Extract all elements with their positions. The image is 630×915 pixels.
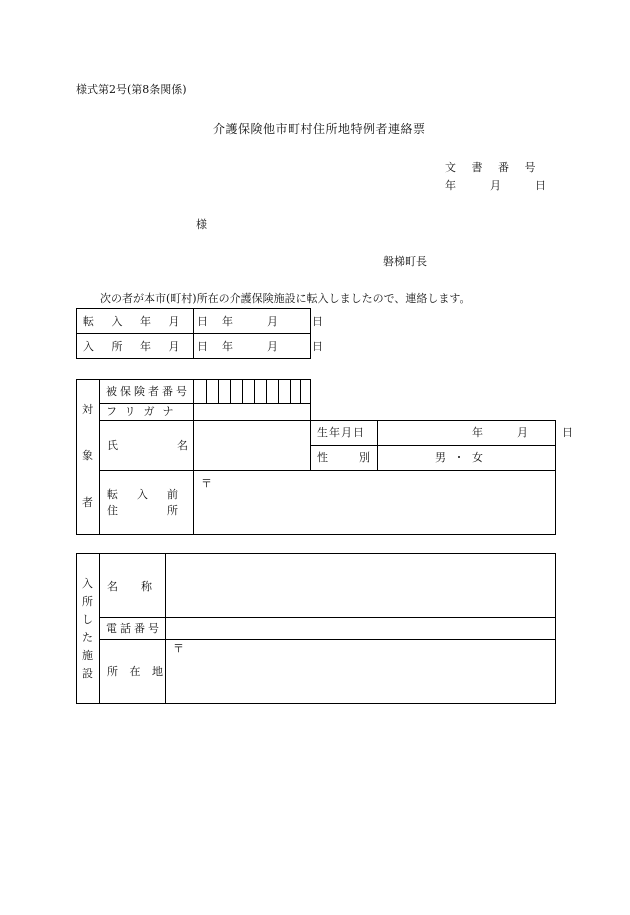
facility-side-char-1: 入	[82, 577, 93, 590]
name-label-first: 氏	[107, 439, 118, 452]
sex-label: 性 別	[317, 451, 373, 464]
admission-date-value[interactable]: 年 月 日	[222, 340, 327, 353]
furigana-label: フリガナ	[106, 405, 182, 418]
subject-side-char-2: 象	[82, 449, 93, 462]
previous-address-label-line1: 転 入 前	[107, 488, 182, 501]
facility-postal-mark: 〒	[173, 642, 184, 655]
insured-number-label: 被保険者番号	[106, 385, 190, 398]
facility-side-char-2: 所	[82, 595, 93, 608]
facility-phone-label: 電話番号	[106, 622, 162, 635]
date-label: 年 月 日	[445, 179, 550, 192]
move-in-date-label: 転 入 年 月 日	[83, 315, 215, 328]
name-label-second: 名	[177, 439, 188, 452]
document-title: 介護保険他市町村住所地特例者連絡票	[213, 122, 426, 136]
addressee-suffix: 様	[196, 218, 207, 231]
facility-name-label: 名 称	[107, 580, 158, 593]
sender-name: 磐梯町長	[383, 255, 427, 268]
form-id: 様式第2号(第8条関係)	[76, 83, 187, 96]
facility-address-label: 所 在 地	[107, 665, 167, 678]
subject-side-char-1: 対	[82, 403, 93, 416]
facility-side-char-5: 施	[82, 649, 93, 662]
facility-side-char-6: 設	[82, 667, 93, 680]
intro-text: 次の者が本市(町村)所在の介護保険施設に転入しましたので、連絡します。	[100, 292, 471, 305]
previous-address-label-line2: 住 所	[107, 504, 182, 517]
subject-side-char-3: 者	[82, 496, 93, 509]
birth-date-value[interactable]: 年 月 日	[472, 426, 577, 439]
postal-mark: 〒	[201, 477, 212, 490]
move-in-date-value[interactable]: 年 月 日	[222, 315, 327, 328]
document-number-label: 文 書 番 号	[445, 161, 542, 174]
admission-date-label: 入 所 年 月 日	[83, 340, 215, 353]
facility-side-char-3: し	[82, 613, 93, 626]
facility-side-char-4: た	[82, 631, 93, 644]
sex-value[interactable]: 男 ・ 女	[435, 451, 485, 464]
birth-date-label: 生年月日	[317, 426, 365, 439]
